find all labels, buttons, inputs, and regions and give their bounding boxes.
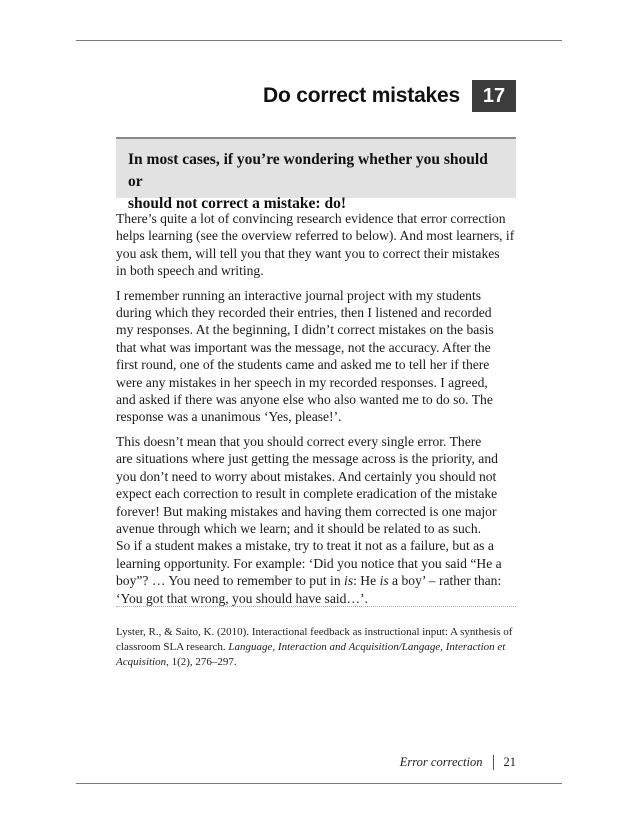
- italic-word: is: [379, 573, 389, 589]
- reference-line: [116, 640, 520, 655]
- text-line: that what was important was the message, not the accuracy. After the: [116, 339, 491, 355]
- italic-word: is: [344, 573, 354, 589]
- text-line: you don’t need to worry about mistakes. And certainly you should not: [116, 468, 497, 484]
- text-segment: a boy’ – rather than:: [388, 573, 502, 589]
- summary-line: should not correct a mistake: do!: [128, 195, 346, 212]
- reference-citation: [116, 625, 520, 670]
- body-text: [116, 210, 516, 614]
- text-segment: : He: [353, 573, 380, 589]
- paragraph-2: [116, 287, 516, 426]
- text-line: So if a student makes a mistake, try to treat it not as a failure, but as a: [116, 538, 494, 554]
- summary-line: In most cases, if you’re wondering whether you should or: [128, 151, 488, 190]
- text-line: learning opportunity. For example: ‘Did you notice that you said “He a: [116, 555, 502, 571]
- text-line: ‘You got that wrong, you should have said…’.: [116, 590, 368, 606]
- text-line: helps learning (see the overview referred to below). And most learners, if: [116, 228, 515, 244]
- summary-text: [128, 149, 506, 215]
- paragraph-1: [116, 210, 516, 280]
- reference-line: [116, 655, 520, 670]
- text-line: I remember running an interactive journal project with my students: [116, 287, 482, 303]
- reference-line: Lyster, R., & Saito, K. (2010). Interactional feedback as instructional input: A synthesis of: [116, 626, 513, 638]
- reference-text: classroom SLA research.: [116, 641, 229, 653]
- reference-text: , 1(2), 276–297.: [166, 656, 237, 668]
- text-line: response was a unanimous ‘Yes, please!’.: [116, 409, 342, 425]
- dotted-separator: [116, 606, 516, 607]
- reference-journal: Language, Interaction and Acquisition/Langage, Interaction et: [228, 641, 506, 653]
- footer-divider: [493, 755, 494, 770]
- text-line: There’s quite a lot of convincing research evidence that error correction: [116, 211, 506, 226]
- text-segment: boy”? … You need to remember to put in: [116, 573, 345, 589]
- text-line: in both speech and writing.: [116, 263, 264, 279]
- text-line: first round, one of the students came and asked me to tell her if there: [116, 357, 490, 373]
- reference-journal: Acquisition: [116, 656, 167, 668]
- text-line: are situations where just getting the message across is the priority, and: [116, 451, 498, 467]
- text-line: you ask them, will tell you that they want you to correct their mistakes: [116, 245, 500, 261]
- text-line: avenue through which we learn; and it should be related to as such.: [116, 520, 482, 536]
- text-line: and asked if there was anyone else who also wanted me to do so. The: [116, 392, 493, 408]
- text-line: This doesn’t mean that you should correct every single error. There: [116, 433, 482, 449]
- chapter-header: [116, 80, 516, 112]
- page-number: 21: [503, 754, 516, 769]
- text-line: forever! But making mistakes and having them corrected is one major: [116, 503, 497, 519]
- chapter-title: Do correct mistakes: [263, 84, 460, 107]
- top-rule: [76, 40, 562, 41]
- chapter-number-badge: 17: [472, 80, 516, 112]
- text-line: my responses. At the beginning, I didn’t correct mistakes on the basis: [116, 322, 494, 338]
- summary-box: [116, 137, 516, 212]
- text-line-with-italics: [116, 572, 516, 589]
- text-line: expect each correction to result in complete eradication of the mistake: [116, 486, 498, 502]
- bottom-rule: [76, 783, 562, 784]
- paragraph-3: [116, 433, 516, 607]
- page-footer: [350, 752, 516, 772]
- text-line: were any mistakes in her speech in my recorded responses. I agreed,: [116, 374, 488, 390]
- footer-section-title: Error correction: [399, 754, 483, 769]
- text-line: during which they recorded their entries, then I listened and recorded: [116, 305, 492, 321]
